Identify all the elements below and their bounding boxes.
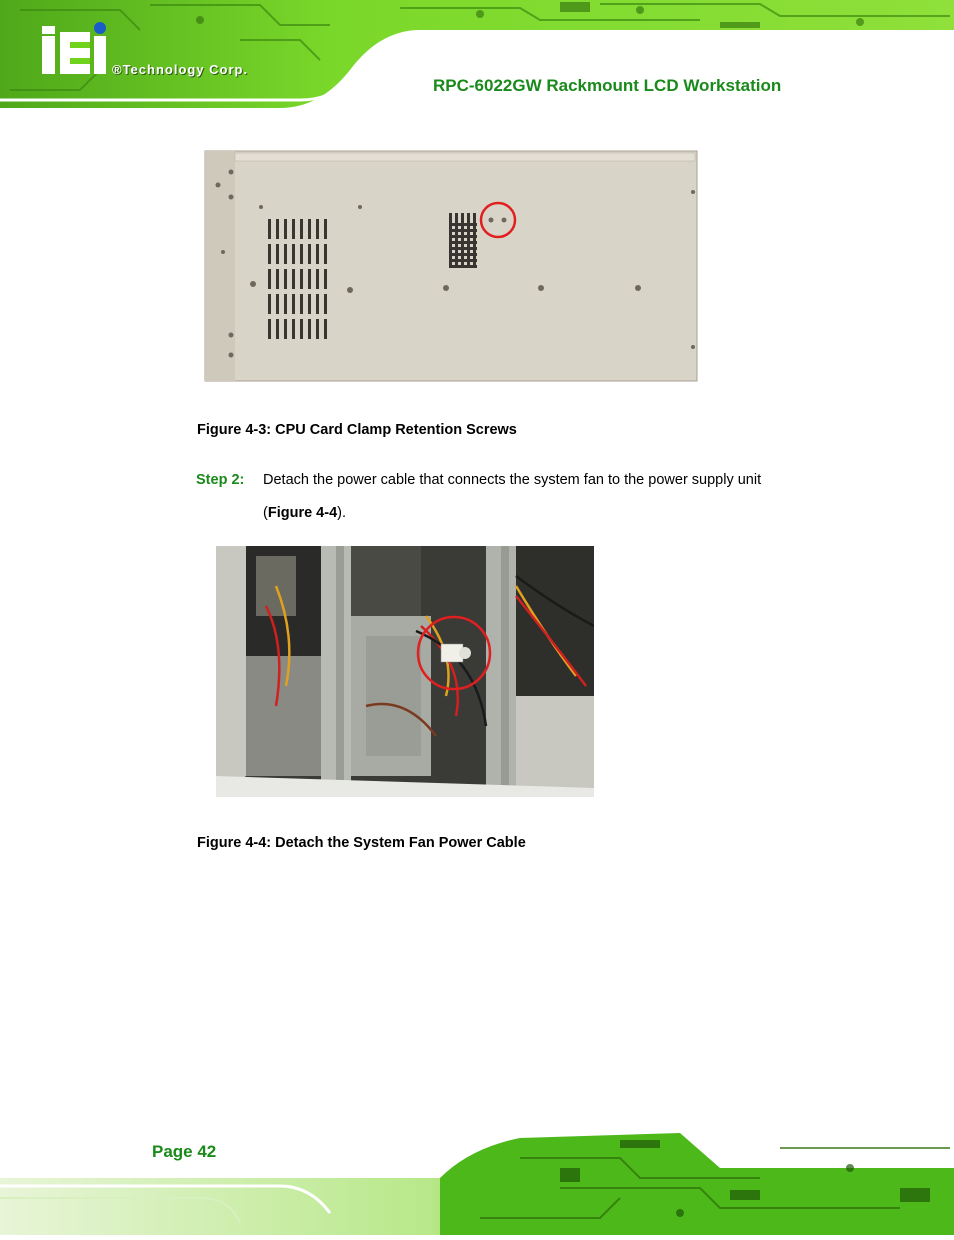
page-header [0, 0, 954, 112]
page-footer [0, 1128, 954, 1235]
figure-fan-power-cable-photo [216, 546, 594, 797]
step-2 [196, 471, 761, 489]
figure-reference: Figure 4-4 [267, 505, 338, 521]
page-number: Page 42 [152, 1142, 217, 1161]
circuit-board-banner [0, 1128, 954, 1235]
document-title: RPC-6022GW Rackmount LCD Workstation [433, 76, 782, 95]
ref-close: ). [337, 505, 346, 521]
figure-4-3-caption: Figure 4-3: CPU Card Clamp Retention Screws [197, 422, 517, 438]
figure-4-4-caption: Figure 4-4: Detach the System Fan Power Cable [197, 835, 526, 851]
ref-open: ( [263, 505, 268, 521]
step-2-figure-ref [263, 505, 346, 521]
step-text: Detach the power cable that connects the system fan to the power supply unit [263, 472, 762, 488]
step-label: Step 2: [196, 472, 245, 488]
company-name: ®Technology Corp. [112, 62, 249, 77]
figure-cpu-card-clamp-photo [203, 147, 700, 383]
